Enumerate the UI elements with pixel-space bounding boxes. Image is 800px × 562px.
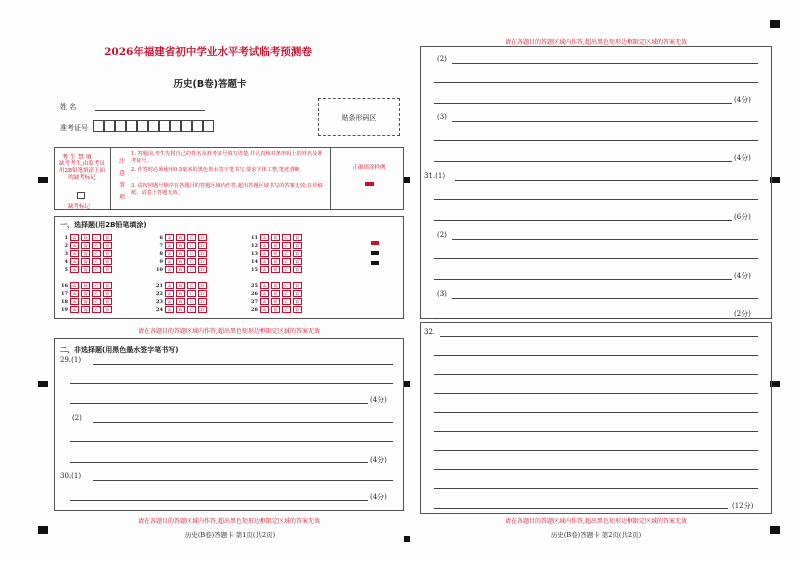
choice-bubble-d[interactable]: D [293,306,302,313]
choice-bubble-c[interactable]: C [187,290,196,297]
answer-line[interactable] [434,355,758,356]
question-30-label: 30.(1) [60,472,82,480]
answer-line[interactable] [434,199,758,200]
choice-row [250,290,302,297]
choice-bubble-a[interactable]: A [165,290,174,297]
choice-bubble-b[interactable]: B [271,234,280,241]
question-number: 3 [64,250,68,257]
answer-area-warning: 请在各题目的答题区域内作答,超出黑色矩形边框限定区域的答案无效 [505,518,687,525]
sub-question-label: (2) [437,55,447,63]
answer-area-warning: 请在各题目的答题区域内作答,超出黑色矩形边框限定区域的答案无效 [138,518,320,525]
choice-row [155,306,207,313]
alignment-mark [404,381,410,387]
choice-bubble-a[interactable]: A [70,298,79,305]
choice-row [60,298,112,305]
choice-bubble-d[interactable]: D [103,242,112,249]
answer-line[interactable] [434,450,758,451]
absent-mark-label: 缺考标记 [68,204,91,210]
answer-line[interactable] [70,500,368,501]
fill-example-mark [365,182,374,186]
choice-bubble-d[interactable]: D [198,250,207,257]
choice-bubble-a[interactable]: A [260,290,269,297]
choice-row [155,258,207,265]
choice-bubble-d[interactable]: D [103,282,112,289]
question-number: 12 [251,242,258,249]
choice-bubble-d[interactable]: D [293,250,302,257]
question-number: 1 [64,234,68,241]
choice-bubble-c[interactable]: C [92,234,101,241]
choice-bubble-d[interactable]: D [198,282,207,289]
absent-mark-box[interactable] [77,192,85,199]
choice-bubble-a[interactable]: A [260,298,269,305]
choice-row [155,266,207,273]
choice-bubble-c[interactable]: C [187,234,196,241]
choice-bubble-b[interactable]: B [81,242,90,249]
answer-line[interactable] [70,383,393,384]
choice-bubble-a[interactable]: A [165,266,174,273]
answer-line[interactable] [70,462,368,463]
question-number: 21 [156,282,163,289]
question-number: 14 [251,258,258,265]
sub-question-label: (3) [437,290,447,298]
info-divider [110,147,111,210]
fill-example-label: 正确填涂样例 [352,165,386,171]
choice-bubble-b[interactable]: B [271,250,280,257]
choice-bubble-a[interactable]: A [70,242,79,249]
choice-bubble-a[interactable]: A [70,258,79,265]
choice-bubble-d[interactable]: D [198,266,207,273]
name-label: 姓 名 [60,103,77,111]
name-line[interactable] [95,110,205,111]
answer-line[interactable] [93,364,393,365]
exam-id-grid[interactable] [93,120,214,132]
choice-bubble-c[interactable]: C [282,306,291,313]
choice-bubble-c[interactable]: C [92,290,101,297]
choice-bubble-c[interactable]: C [187,266,196,273]
answer-line[interactable] [434,374,758,375]
choice-row [155,282,207,289]
answer-line[interactable] [434,508,728,509]
question-32-label: 32. [424,328,436,336]
question-number: 5 [64,266,68,273]
choice-bubble-c[interactable]: C [92,242,101,249]
question-number: 4 [64,258,68,265]
score-label: (4分) [370,456,387,464]
answer-line[interactable] [434,279,732,280]
answer-line[interactable] [434,140,758,141]
question-number: 27 [251,298,258,305]
choice-bubble-b[interactable]: B [271,258,280,265]
score-label: (6分) [734,213,751,221]
choice-bubble-a[interactable]: A [165,258,174,265]
choice-bubble-c[interactable]: C [92,282,101,289]
notes-label: 注 [119,158,126,165]
score-label: (12分) [732,502,754,510]
choice-row [250,306,302,313]
choice-bubble-d[interactable]: D [198,258,207,265]
answer-line[interactable] [440,336,758,337]
choice-bubble-b[interactable]: B [176,258,185,265]
choice-bubble-a[interactable]: A [260,234,269,241]
question-number: 17 [61,290,68,297]
choice-row [155,250,207,257]
score-label: (4分) [734,272,751,280]
choice-bubble-a[interactable]: A [70,282,79,289]
choice-bubble-d[interactable]: D [198,234,207,241]
alignment-mark [38,526,48,534]
choice-bubble-b[interactable]: B [176,234,185,241]
choice-bubble-d[interactable]: D [103,266,112,273]
answer-line[interactable] [434,469,758,470]
choice-bubble-d[interactable]: D [103,298,112,305]
footer-page-1: 历史(B卷)答题卡 第1页(共2页) [184,531,276,539]
choice-bubble-c[interactable]: C [282,266,291,273]
choice-bubble-a[interactable]: A [165,306,174,313]
choice-row [60,258,112,265]
alignment-mark [38,381,48,387]
choice-bubble-c[interactable]: C [187,242,196,249]
answer-line[interactable] [434,220,732,221]
choice-bubble-d[interactable]: D [293,298,302,305]
question-number: 15 [251,266,258,273]
choice-bubble-a[interactable]: A [70,306,79,313]
choice-bubble-b[interactable]: B [271,298,280,305]
choice-bubble-d[interactable]: D [198,298,207,305]
choice-bubble-d[interactable]: D [103,234,112,241]
question-number: 9 [159,258,163,265]
choice-bubble-c[interactable]: C [187,298,196,305]
choice-bubble-a[interactable]: A [165,298,174,305]
notes-item: 2. 作答时必须使用0.5毫米的黑色墨水签字笔书写,要求字体工整,笔迹清晰。 [131,167,305,173]
answer-line[interactable] [434,393,758,394]
choice-bubble-c[interactable]: C [282,298,291,305]
timing-mark [371,241,379,245]
answer-area-warning: 请在各题目的答题区域内作答,超出黑色矩形边框限定区域的答案无效 [138,328,320,335]
choice-bubble-a[interactable]: A [70,234,79,241]
sub-question-label: (2) [72,414,82,422]
choice-row [155,298,207,305]
answer-line[interactable] [452,121,758,122]
choice-bubble-d[interactable]: D [198,242,207,249]
answer-line[interactable] [93,480,393,481]
choice-bubble-d[interactable]: D [198,306,207,313]
choice-bubble-b[interactable]: B [176,242,185,249]
question-number: 26 [251,290,258,297]
page-subtitle: 历史(B卷)答题卡 [173,79,247,90]
absent-text: 缺考考生,由监考员用2B铅笔填涂下面的缺考标记 [58,161,106,181]
answer-line[interactable] [434,258,758,259]
answer-line[interactable] [70,403,368,404]
score-label: (4分) [734,96,751,104]
choice-row [60,290,112,297]
question-number: 19 [61,306,68,313]
choice-bubble-a[interactable]: A [70,266,79,273]
choice-row [250,234,302,241]
alignment-mark [38,177,48,183]
choice-bubble-c[interactable]: C [187,306,196,313]
choice-bubble-b[interactable]: B [176,250,185,257]
answer-line[interactable] [70,441,393,442]
choice-row [250,282,302,289]
choice-bubble-d[interactable]: D [103,290,112,297]
answer-area-warning: 请在各题目的答题区域内作答,超出黑色矩形边框限定区域的答案无效 [505,39,687,46]
choice-bubble-a[interactable]: A [165,242,174,249]
question-number: 24 [156,306,163,313]
sub-question-label: (2) [437,231,447,239]
question-29-label: 29.(1) [60,356,82,364]
answer-area-right-bottom [420,322,772,514]
notes-label: 意 [119,170,126,177]
choice-row [250,242,302,249]
notes-item: 3. 请按照题号顺序在各题目的答题区域内作答,超出答题区域书写的答案无效;在草稿纸、试卷上答题无效。 [131,183,323,196]
choice-row [250,298,302,305]
answer-line[interactable] [434,431,758,432]
choice-bubble-d[interactable]: D [293,290,302,297]
choice-bubble-b[interactable]: B [81,258,90,265]
score-label: (4分) [370,396,387,404]
question-number: 28 [251,306,258,313]
choice-bubble-d[interactable]: D [293,266,302,273]
choice-row [60,250,112,257]
score-label: (4分) [370,493,387,501]
choice-bubble-b[interactable]: B [271,266,280,273]
barcode-area [318,98,400,136]
choice-bubble-a[interactable]: A [165,250,174,257]
choice-bubble-c[interactable]: C [92,298,101,305]
answer-line[interactable] [434,103,732,104]
answer-line[interactable] [452,63,758,64]
choice-row [250,250,302,257]
answer-line[interactable] [434,412,758,413]
choice-bubble-b[interactable]: B [271,306,280,313]
alignment-mark [404,177,410,183]
answer-line[interactable] [452,298,758,299]
choice-bubble-d[interactable]: D [293,258,302,265]
choice-bubble-a[interactable]: A [165,282,174,289]
notes-item: 1. 答题前,考生先将自己的姓名及准考证号填写清楚,并认真核对条形码上的姓名及准考证号。 [131,151,323,164]
choice-bubble-c[interactable]: C [282,258,291,265]
answer-line[interactable] [434,82,758,83]
sub-question-label: (3) [437,113,447,121]
question-number: 8 [159,250,163,257]
choice-bubble-a[interactable]: A [70,250,79,257]
choice-bubble-c[interactable]: C [92,266,101,273]
exam-id-label: 准考证号 [60,124,88,132]
timing-mark [371,261,379,265]
choice-row [60,234,112,241]
question-number: 6 [159,234,163,241]
choice-bubble-c[interactable]: C [92,258,101,265]
choice-bubble-b[interactable]: B [81,298,90,305]
answer-line[interactable] [452,239,758,240]
question-number: 2 [64,242,68,249]
choice-bubble-b[interactable]: B [176,298,185,305]
choice-bubble-d[interactable]: D [293,234,302,241]
choice-row [250,266,302,273]
choice-bubble-a[interactable]: A [260,242,269,249]
choice-bubble-c[interactable]: C [282,290,291,297]
question-number: 23 [156,298,163,305]
choice-bubble-b[interactable]: B [81,306,90,313]
choice-bubble-b[interactable]: B [81,282,90,289]
choice-bubble-c[interactable]: C [187,258,196,265]
choice-bubble-d[interactable]: D [103,250,112,257]
choice-row [155,290,207,297]
answer-line[interactable] [434,161,732,162]
section2-title: 二、非选择题(用黑色墨水签字笔书写) [60,346,179,354]
choice-row [60,282,112,289]
notes-label: 事 [119,182,126,189]
page-title: 2026年福建省初中学业水平考试临考预测卷 [104,46,312,58]
choice-bubble-a[interactable]: A [70,290,79,297]
choice-row [155,242,207,249]
answer-line[interactable] [455,180,758,181]
choice-bubble-b[interactable]: B [176,282,185,289]
choice-bubble-d[interactable]: D [103,258,112,265]
score-label: (2分) [734,310,751,318]
choice-bubble-a[interactable]: A [260,306,269,313]
choice-bubble-a[interactable]: A [260,266,269,273]
question-number: 18 [61,298,68,305]
choice-bubble-b[interactable]: B [271,242,280,249]
choice-row [60,242,112,249]
choice-bubble-b[interactable]: B [81,290,90,297]
choice-row [60,266,112,273]
choice-bubble-a[interactable]: A [165,234,174,241]
choice-bubble-c[interactable]: C [187,282,196,289]
alignment-mark [770,20,780,28]
choice-bubble-a[interactable]: A [260,250,269,257]
absent-text-title: 考 生 禁 填 [62,154,92,161]
info-divider [330,147,331,210]
choice-bubble-c[interactable]: C [92,250,101,257]
score-label: (4分) [734,154,751,162]
answer-line[interactable] [434,318,732,319]
choice-bubble-c[interactable]: C [282,242,291,249]
answer-line[interactable] [434,488,758,489]
question-number: 10 [156,266,163,273]
choice-bubble-c[interactable]: C [282,234,291,241]
question-number: 16 [61,282,68,289]
question-number: 7 [159,242,163,249]
notes-label: 项 [119,194,126,201]
question-number: 25 [251,282,258,289]
question-31-label: 31.(1) [424,172,446,180]
choice-bubble-c[interactable]: C [282,282,291,289]
choice-bubble-d[interactable]: D [293,282,302,289]
choice-bubble-b[interactable]: B [81,250,90,257]
choice-bubble-d[interactable]: D [198,290,207,297]
choice-bubble-b[interactable]: B [176,266,185,273]
choice-bubble-b[interactable]: B [81,266,90,273]
choice-row [60,306,112,313]
footer-page-2: 历史(B卷)答题卡 第2页(共2页) [550,531,642,539]
choice-bubble-b[interactable]: B [271,290,280,297]
choice-bubble-a[interactable]: A [260,282,269,289]
choice-row [155,234,207,241]
barcode-label: 贴条形码区 [341,114,377,122]
alignment-mark [404,536,410,542]
choice-bubble-d[interactable]: D [293,242,302,249]
choice-bubble-c[interactable]: C [92,306,101,313]
choice-bubble-b[interactable]: B [271,282,280,289]
question-number: 13 [251,250,258,257]
question-number: 11 [251,234,258,241]
answer-line[interactable] [93,422,393,423]
alignment-mark [770,526,780,534]
choice-bubble-c[interactable]: C [187,250,196,257]
question-number: 22 [156,290,163,297]
choice-bubble-d[interactable]: D [103,306,112,313]
timing-mark [371,251,379,255]
choice-bubble-c[interactable]: C [282,250,291,257]
choice-section-title: 一、选择题(用2B铅笔填涂) [60,221,147,229]
choice-bubble-b[interactable]: B [176,306,185,313]
choice-bubble-b[interactable]: B [176,290,185,297]
choice-row [250,258,302,265]
choice-bubble-a[interactable]: A [260,258,269,265]
choice-bubble-b[interactable]: B [81,234,90,241]
